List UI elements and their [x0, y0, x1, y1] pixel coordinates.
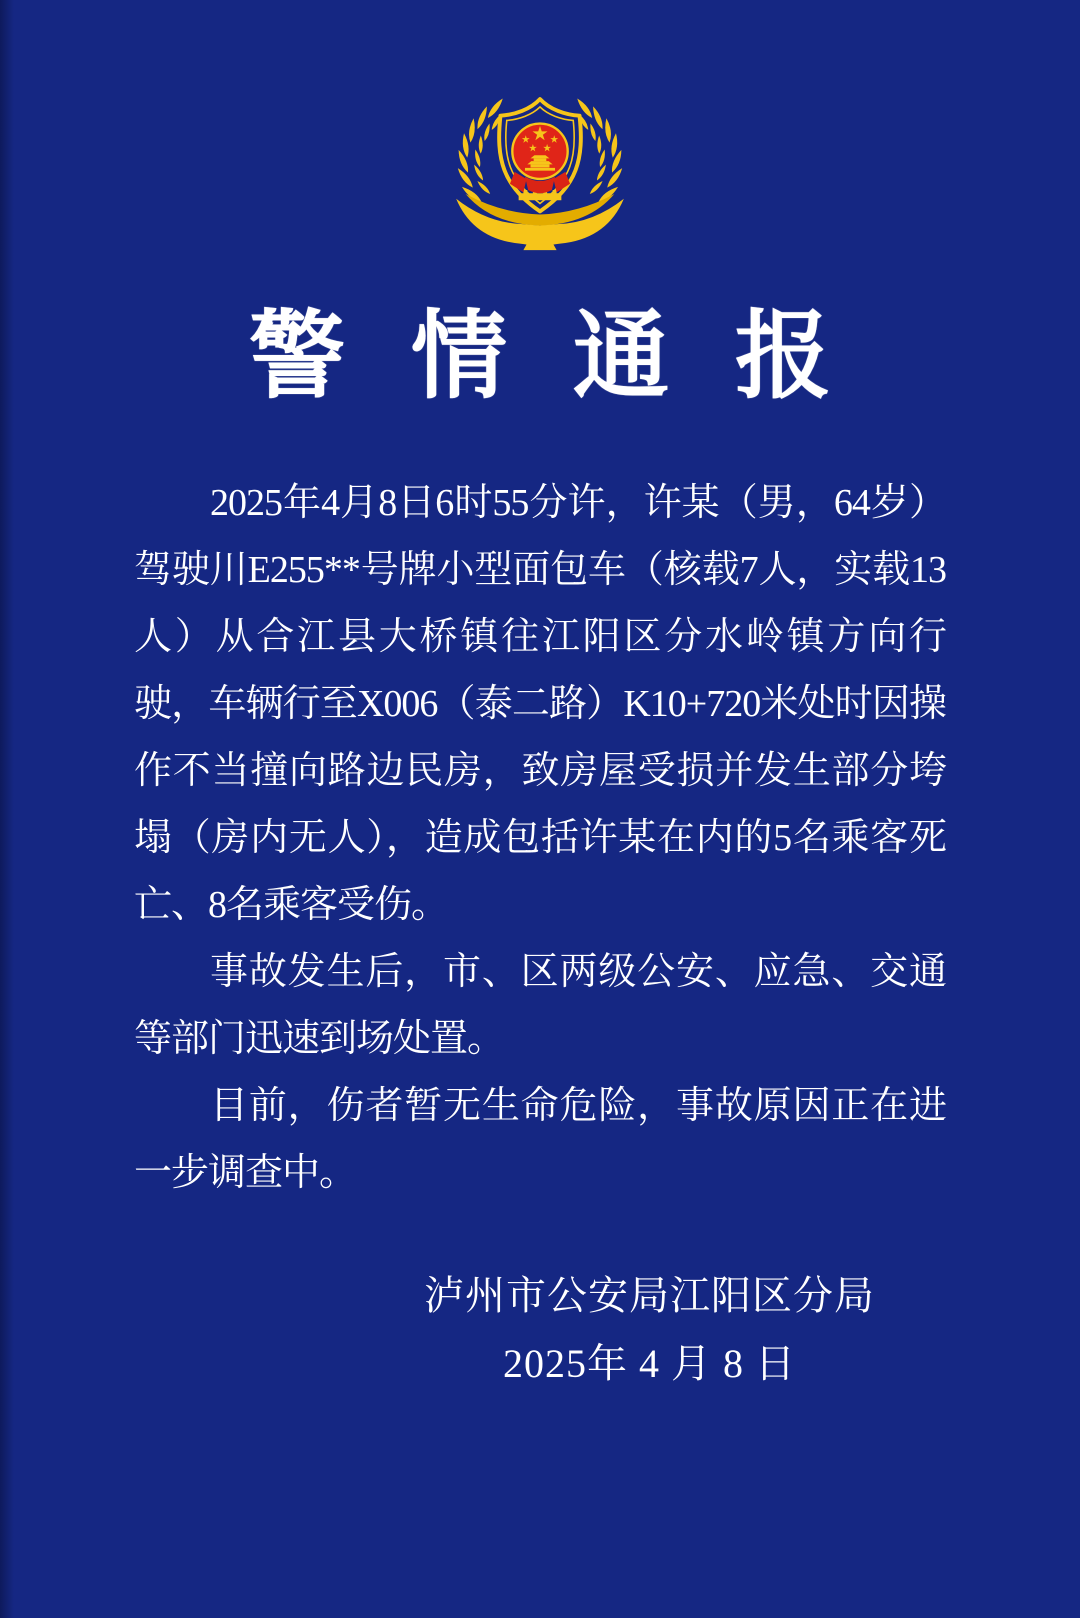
body-line: 驶，车辆行至X006（泰二路）K10+720米处时因操 [134, 683, 946, 725]
body-line: 目前，伤者暂无生命危险，事故原因正在进 [210, 1085, 946, 1127]
body-line: 驾驶川E255**号牌小型面包车（核载7人，实载13 [134, 549, 946, 591]
notice-title: 警情通报 [249, 303, 897, 410]
signature-block [424, 1262, 875, 1398]
police-badge [445, 88, 635, 262]
body-line: 一步调查中。 [134, 1152, 357, 1194]
police-badge-icon [445, 88, 635, 262]
body-line: 等部门迅速到场处置。 [134, 1018, 505, 1060]
body-line: 作不当撞向路边民房，致房屋受损并发生部分垮 [134, 750, 946, 792]
body-line: 亡、8名乘客受伤。 [134, 884, 449, 926]
body-line: 塌（房内无人），造成包括许某在内的5名乘客死 [134, 817, 946, 859]
body-line: 事故发生后，市、区两级公安、应急、交通 [210, 951, 946, 993]
notice-body [134, 470, 946, 1207]
issue-date: 2025年 4 月 8 日 [503, 1341, 796, 1386]
body-line: 2025年4月8日6时55分许，许某（男，64岁） [210, 482, 946, 524]
issuing-agency: 泸州市公安局江阳区分局 [424, 1273, 875, 1318]
body-line: 人）从合江县大桥镇往江阳区分水岭镇方向行 [134, 616, 946, 658]
